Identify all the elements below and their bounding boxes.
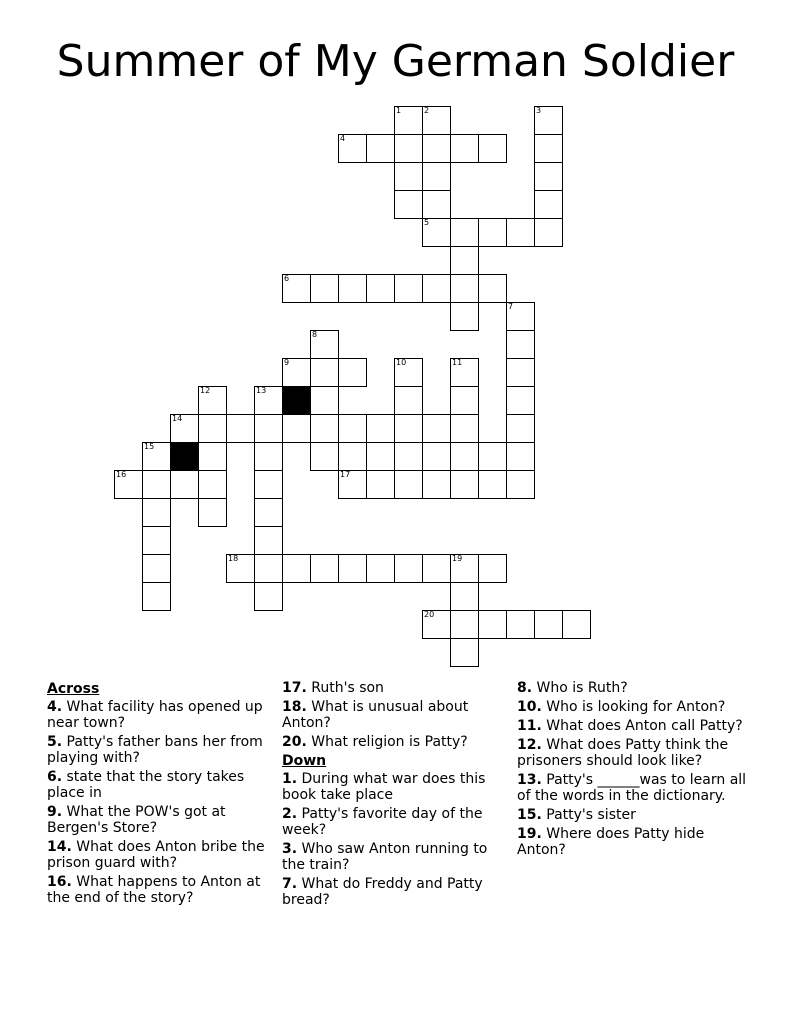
grid-cell[interactable]	[254, 526, 283, 555]
clue-number: 16	[116, 470, 127, 479]
grid-cell[interactable]	[338, 358, 367, 387]
clue-item	[47, 769, 269, 801]
grid-cell[interactable]	[338, 470, 367, 499]
grid-cell[interactable]	[394, 190, 423, 219]
clue-number: 2	[424, 106, 430, 115]
clue-text: What is unusual about Anton?	[282, 699, 469, 731]
clue-item	[282, 771, 502, 803]
grid-cell[interactable]	[394, 386, 423, 415]
clue-item	[282, 876, 502, 908]
clue-text: Patty's ______was to learn all of the words in the dictionary.	[517, 772, 747, 804]
clue-text: What facility has opened up near town?	[47, 699, 263, 731]
grid-cell[interactable]	[394, 414, 423, 443]
clue-num: 6.	[47, 769, 63, 785]
grid-cell[interactable]	[310, 414, 339, 443]
clue-item	[47, 839, 269, 871]
clue-item	[282, 699, 502, 731]
clue-num: 20.	[282, 734, 307, 750]
clue-num: 12.	[517, 737, 542, 753]
grid-cell[interactable]	[226, 554, 255, 583]
grid-cell[interactable]	[534, 134, 563, 163]
grid-cell[interactable]	[478, 470, 507, 499]
clues-column-2	[282, 680, 502, 911]
grid-cell[interactable]	[506, 302, 535, 331]
grid-cell[interactable]	[394, 134, 423, 163]
clue-item	[282, 680, 502, 696]
clue-text: What does Patty think the prisoners should look like?	[517, 737, 729, 769]
clue-num: 4.	[47, 699, 63, 715]
grid-cell[interactable]	[478, 442, 507, 471]
grid-cell[interactable]	[198, 442, 227, 471]
across-heading: Across	[47, 681, 100, 697]
clue-number: 10	[396, 358, 407, 367]
grid-cell[interactable]	[534, 610, 563, 639]
clue-number: 8	[312, 330, 318, 339]
grid-cell[interactable]	[170, 470, 199, 499]
clue-item	[282, 806, 502, 838]
grid-cell[interactable]	[254, 470, 283, 499]
grid-cell[interactable]	[114, 470, 143, 499]
grid-cell[interactable]	[394, 470, 423, 499]
grid-cell[interactable]	[142, 470, 171, 499]
grid-cell[interactable]	[310, 386, 339, 415]
clue-item	[517, 826, 749, 858]
clue-text: What does Anton call Patty?	[541, 718, 743, 734]
grid-cell[interactable]	[142, 498, 171, 527]
grid-cell[interactable]	[338, 554, 367, 583]
clue-number: 7	[508, 302, 514, 311]
grid-cell[interactable]	[450, 554, 479, 583]
grid-cell[interactable]	[478, 134, 507, 163]
clue-item	[517, 699, 749, 715]
grid-cell[interactable]	[394, 106, 423, 135]
clue-item	[517, 718, 749, 734]
clue-number: 17	[340, 470, 351, 479]
grid-cell[interactable]	[478, 274, 507, 303]
down-heading: Down	[282, 753, 327, 769]
grid-cell[interactable]	[198, 386, 227, 415]
grid-cell[interactable]	[478, 218, 507, 247]
grid-cell[interactable]	[422, 134, 451, 163]
clue-number: 15	[144, 442, 155, 451]
clue-item	[47, 699, 269, 731]
grid-cell[interactable]	[282, 554, 311, 583]
grid-cell[interactable]	[282, 358, 311, 387]
grid-cell[interactable]	[310, 358, 339, 387]
grid-cell[interactable]	[254, 582, 283, 611]
grid-cell[interactable]	[506, 358, 535, 387]
grid-cell[interactable]	[450, 246, 479, 275]
clue-num: 5.	[47, 734, 63, 750]
clue-num: 10.	[517, 699, 542, 715]
grid-cell[interactable]	[534, 162, 563, 191]
grid-cell[interactable]	[366, 470, 395, 499]
clue-number: 1	[396, 106, 402, 115]
grid-cell[interactable]	[422, 190, 451, 219]
grid-cell[interactable]	[506, 386, 535, 415]
grid-cell[interactable]	[534, 190, 563, 219]
puzzle-title: Summer of My German Soldier	[56, 36, 735, 87]
grid-cell[interactable]	[394, 162, 423, 191]
grid-cell[interactable]	[142, 582, 171, 611]
grid-cell[interactable]	[562, 610, 591, 639]
grid-cell[interactable]	[142, 526, 171, 555]
clue-num: 17.	[282, 680, 307, 696]
clue-item	[47, 734, 269, 766]
clue-num: 7.	[282, 876, 298, 892]
grid-cell[interactable]	[450, 470, 479, 499]
grid-cell[interactable]	[338, 134, 367, 163]
grid-cell[interactable]	[198, 498, 227, 527]
clue-num: 14.	[47, 839, 72, 855]
grid-cell[interactable]	[450, 386, 479, 415]
grid-cell[interactable]	[450, 274, 479, 303]
clue-num: 2.	[282, 806, 298, 822]
clue-number: 4	[340, 134, 346, 143]
grid-cell[interactable]	[366, 442, 395, 471]
grid-cell[interactable]	[422, 442, 451, 471]
grid-cell[interactable]	[422, 218, 451, 247]
clue-text: What does Anton bribe the prison guard with?	[47, 839, 265, 871]
clue-item	[47, 804, 269, 836]
clue-text: Who saw Anton running to the train?	[282, 841, 488, 873]
clue-number: 19	[452, 554, 463, 563]
grid-cell[interactable]	[450, 638, 479, 667]
clue-item	[47, 874, 269, 906]
grid-cell[interactable]	[394, 442, 423, 471]
clue-text: Patty's favorite day of the week?	[282, 806, 483, 838]
clue-item	[282, 734, 502, 750]
grid-cell[interactable]	[254, 498, 283, 527]
clue-text: What do Freddy and Patty bread?	[282, 876, 483, 908]
grid-cell[interactable]	[506, 414, 535, 443]
clue-text: What happens to Anton at the end of the story?	[47, 874, 261, 906]
clue-num: 16.	[47, 874, 72, 890]
grid-cell[interactable]	[534, 218, 563, 247]
clues-column-3	[517, 680, 749, 861]
grid-cell[interactable]	[310, 554, 339, 583]
clue-number: 18	[228, 554, 239, 563]
grid-cell[interactable]	[534, 106, 563, 135]
grid-cell[interactable]	[310, 330, 339, 359]
clue-text: Patty's father bans her from playing with?	[47, 734, 263, 766]
grid-cell[interactable]	[226, 414, 255, 443]
clue-num: 1.	[282, 771, 298, 787]
black-square	[170, 442, 199, 471]
grid-cell[interactable]	[394, 274, 423, 303]
grid-cell[interactable]	[366, 554, 395, 583]
clue-number: 12	[200, 386, 211, 395]
grid-cell[interactable]	[254, 386, 283, 415]
grid-cell[interactable]	[422, 274, 451, 303]
clue-item	[282, 841, 502, 873]
grid-cell[interactable]	[506, 610, 535, 639]
grid-cell[interactable]	[422, 106, 451, 135]
clue-num: 19.	[517, 826, 542, 842]
grid-cell[interactable]	[478, 610, 507, 639]
clue-num: 15.	[517, 807, 542, 823]
grid-cell[interactable]	[142, 554, 171, 583]
grid-cell[interactable]	[450, 218, 479, 247]
grid-cell[interactable]	[198, 414, 227, 443]
clue-text: What the POW's got at Bergen's Store?	[47, 804, 226, 836]
clue-number: 13	[256, 386, 267, 395]
clue-text: Who is looking for Anton?	[541, 699, 726, 715]
grid-cell[interactable]	[310, 274, 339, 303]
grid-cell[interactable]	[198, 470, 227, 499]
clue-num: 9.	[47, 804, 63, 820]
grid-cell[interactable]	[478, 554, 507, 583]
grid-cell[interactable]	[394, 554, 423, 583]
grid-cell[interactable]	[366, 274, 395, 303]
grid-cell[interactable]	[422, 610, 451, 639]
clue-number: 3	[536, 106, 542, 115]
clue-num: 3.	[282, 841, 298, 857]
clue-text: During what war does this book take place	[282, 771, 486, 803]
clues-column-1	[47, 680, 269, 909]
grid-cell[interactable]	[366, 134, 395, 163]
grid-cell[interactable]	[394, 358, 423, 387]
clue-num: 8.	[517, 680, 533, 696]
clue-text: state that the story takes place in	[47, 769, 245, 801]
grid-cell[interactable]	[338, 414, 367, 443]
grid-cell[interactable]	[254, 554, 283, 583]
clue-number: 5	[424, 218, 430, 227]
grid-cell[interactable]	[506, 470, 535, 499]
grid-cell[interactable]	[450, 134, 479, 163]
clue-num: 11.	[517, 718, 542, 734]
black-square	[282, 386, 311, 415]
clue-num: 18.	[282, 699, 307, 715]
grid-cell[interactable]	[142, 442, 171, 471]
clue-text: Where does Patty hide Anton?	[517, 826, 705, 858]
clue-text: Ruth's son	[306, 680, 384, 696]
grid-cell[interactable]	[282, 414, 311, 443]
grid-cell[interactable]	[282, 274, 311, 303]
grid-cell[interactable]	[422, 470, 451, 499]
clue-text: Who is Ruth?	[532, 680, 628, 696]
grid-cell[interactable]	[506, 442, 535, 471]
clue-item	[517, 807, 749, 823]
grid-cell[interactable]	[170, 414, 199, 443]
clue-item	[517, 772, 749, 804]
grid-cell[interactable]	[450, 302, 479, 331]
grid-cell[interactable]	[366, 414, 395, 443]
grid-cell[interactable]	[450, 442, 479, 471]
grid-cell[interactable]	[422, 554, 451, 583]
clue-number: 9	[284, 358, 290, 367]
grid-cell[interactable]	[310, 442, 339, 471]
clue-item	[517, 680, 749, 696]
grid-cell[interactable]	[422, 162, 451, 191]
clue-item	[517, 737, 749, 769]
grid-cell[interactable]	[422, 414, 451, 443]
grid-cell[interactable]	[506, 330, 535, 359]
grid-cell[interactable]	[254, 442, 283, 471]
grid-cell[interactable]	[450, 582, 479, 611]
grid-cell[interactable]	[450, 358, 479, 387]
clue-number: 20	[424, 610, 435, 619]
clue-number: 6	[284, 274, 290, 283]
grid-cell[interactable]	[338, 274, 367, 303]
grid-cell[interactable]	[338, 442, 367, 471]
clue-text: Patty's sister	[541, 807, 636, 823]
grid-cell[interactable]	[450, 610, 479, 639]
clue-num: 13.	[517, 772, 542, 788]
grid-cell[interactable]	[506, 218, 535, 247]
grid-cell[interactable]	[254, 414, 283, 443]
clue-number: 14	[172, 414, 183, 423]
clue-text: What religion is Patty?	[306, 734, 468, 750]
grid-cell[interactable]	[450, 414, 479, 443]
clue-number: 11	[452, 358, 463, 367]
